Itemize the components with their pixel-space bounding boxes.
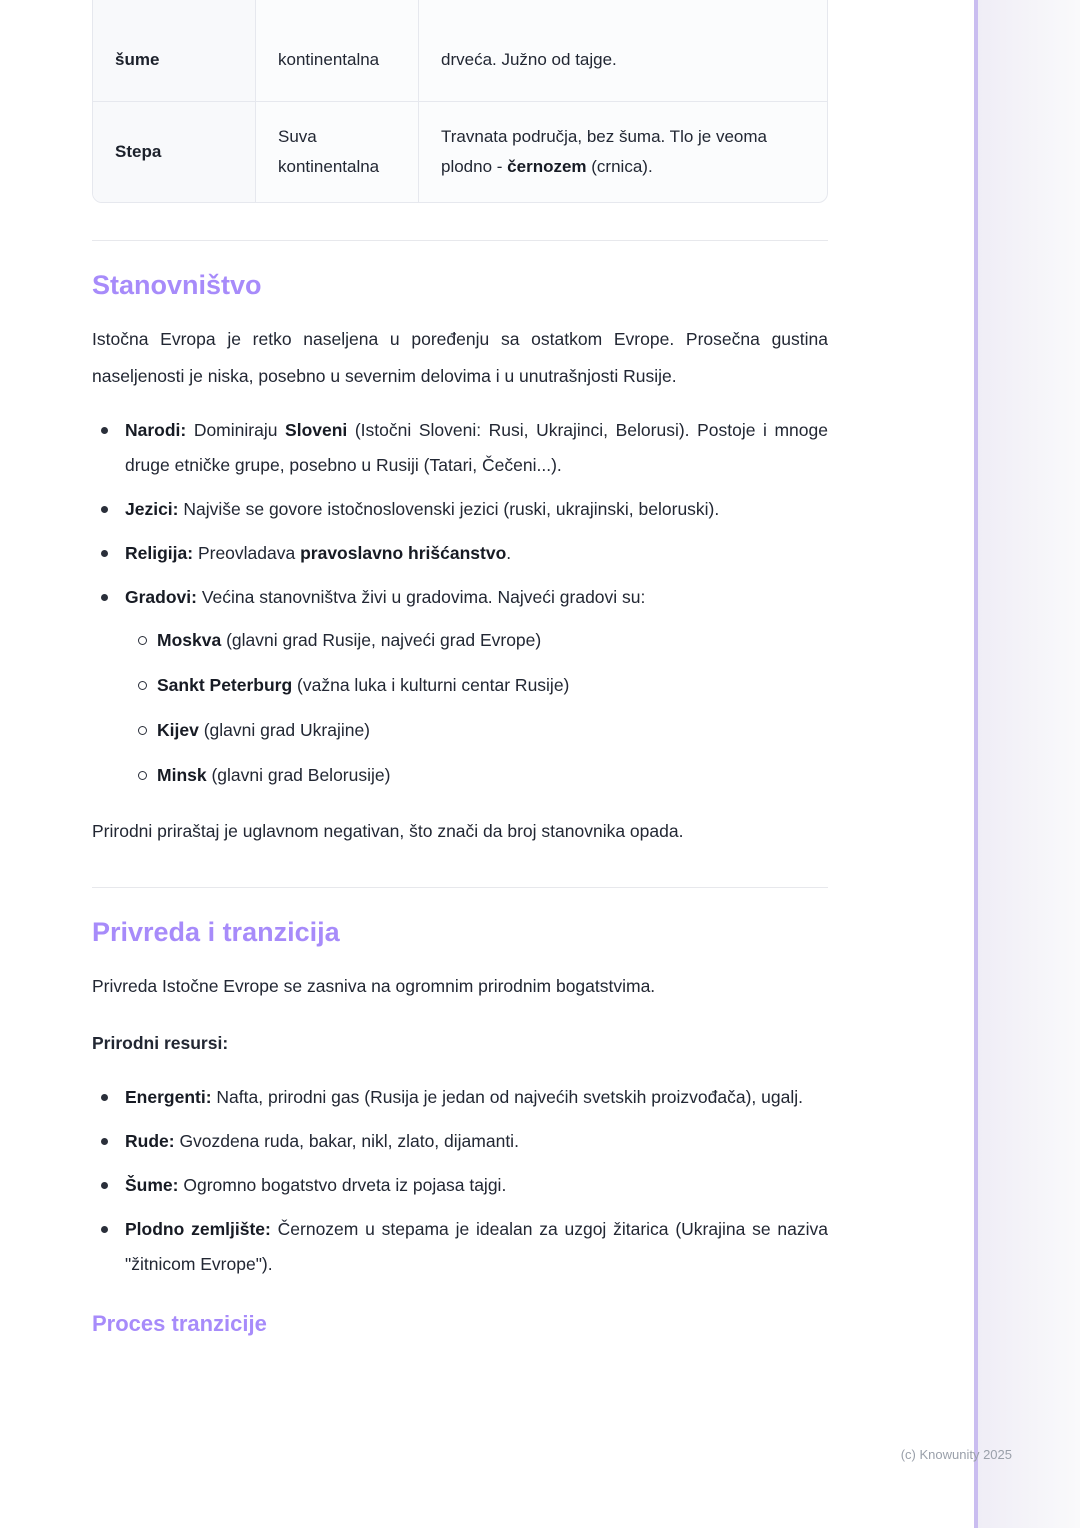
climate-cell: Suva kontinentalna	[256, 101, 419, 202]
footer-credit: (c) Knowunity 2025	[900, 1447, 1012, 1462]
economy-intro-paragraph: Privreda Istočne Evrope se zasniva na ogromnim prirodnim bogatstvima.	[92, 976, 656, 996]
description-cell: Travnata područja, bez šuma. Tlo je veoma plodno - černozem (crnica).	[419, 101, 827, 202]
page-edge-line	[974, 0, 978, 1528]
cities-sublist	[125, 623, 828, 793]
zone-name-cell: šume	[93, 0, 256, 101]
vegetation-zones-table	[92, 0, 828, 203]
list-item-gradovi	[92, 580, 828, 793]
population-outro-paragraph: Prirodni priraštaj je uglavnom negativan, što znači da broj stanovnika opada.	[92, 821, 684, 841]
subsection-heading-proces-tranzicije: Proces tranzicije	[92, 1311, 267, 1336]
section-divider	[92, 240, 828, 241]
list-item-gradovi-text: Gradovi: Većina stanovništva živi u gradovima. Najveći gradovi su:	[125, 587, 646, 607]
list-item-narodi: Narodi: Dominiraju Sloveni (Istočni Sloveni: Rusi, Ukrajinci, Belorusi). Postoje i mnoge druge etničke grupe, posebno u Rusiji (Tatari, Čečeni...).	[92, 413, 828, 483]
list-item-sume: Šume: Ogromno bogatstvo drveta iz pojasa tajgi.	[92, 1168, 828, 1203]
description-cell: drveća. Južno od tajge.	[441, 50, 617, 69]
note-content	[92, 0, 828, 1338]
table-row-sume	[93, 0, 827, 101]
list-item-rude: Rude: Gvozdena ruda, bakar, nikl, zlato, dijamanti.	[92, 1124, 828, 1159]
list-item-kijev: Kijev (glavni grad Ukrajine)	[125, 713, 828, 748]
page-gutter	[978, 0, 1080, 1528]
list-item-energenti: Energenti: Nafta, prirodni gas (Rusija je jedan od najvećih svetskih proizvođača), ugalj.	[92, 1080, 828, 1115]
population-list	[92, 413, 828, 793]
list-item-minsk: Minsk (glavni grad Belorusije)	[125, 758, 828, 793]
climate-cell: kontinentalna	[256, 0, 419, 101]
resources-list	[92, 1080, 828, 1282]
section-heading-stanovnistvo: Stanovništvo	[92, 270, 262, 300]
resources-label: Prirodni resursi:	[92, 1033, 229, 1053]
list-item-jezici: Jezici: Najviše se govore istočnoslovenski jezici (ruski, ukrajinski, beloruski).	[92, 492, 828, 527]
section-divider	[92, 887, 828, 888]
list-item-plodno-zemljiste: Plodno zemljište: Černozem u stepama je idealan za uzgoj žitarica (Ukrajina se naziva "žitnicom Evrope").	[92, 1212, 828, 1282]
table-row-stepa	[93, 101, 827, 202]
list-item-religija: Religija: Preovladava pravoslavno hrišćanstvo.	[92, 536, 828, 571]
list-item-sankt-peterburg: Sankt Peterburg (važna luka i kulturni centar Rusije)	[125, 668, 828, 703]
population-intro-paragraph: Istočna Evropa je retko naseljena u poređenju sa ostatkom Evrope. Prosečna gustina naseljenosti je niska, posebno u severnim delovima i u unutrašnjosti Rusije.	[92, 329, 828, 386]
section-heading-privreda: Privreda i tranzicija	[92, 917, 340, 947]
zone-name-cell: Stepa	[93, 101, 256, 202]
list-item-moskva: Moskva (glavni grad Rusije, najveći grad Evrope)	[125, 623, 828, 658]
